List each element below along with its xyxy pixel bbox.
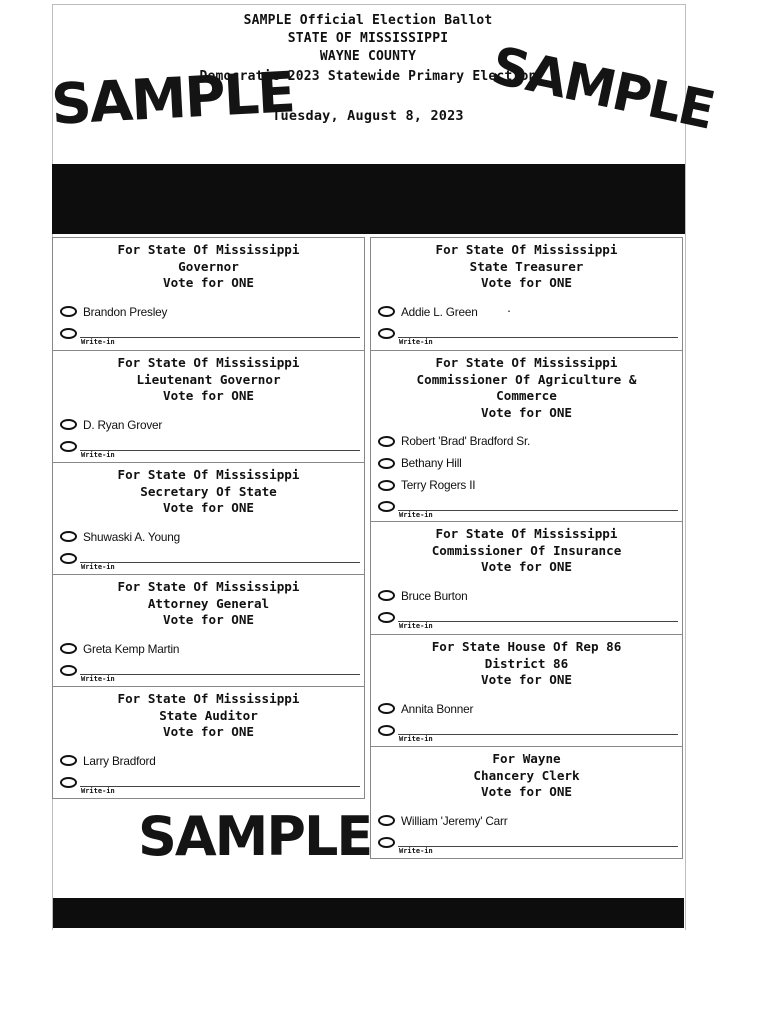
vote-instruction: Vote for ONE	[481, 559, 572, 574]
election-date: Tuesday, August 8, 2023	[272, 108, 464, 124]
vote-instruction: Vote for ONE	[163, 500, 254, 515]
candidate-name: Addie L. Green	[401, 304, 478, 319]
vote-instruction: Vote for ONE	[163, 388, 254, 403]
contest-title-line: Secretary Of State	[140, 483, 277, 499]
write-in-line[interactable]	[80, 337, 360, 338]
contest-title-line: State Auditor	[159, 707, 258, 723]
write-in-line[interactable]	[80, 450, 360, 451]
write-in-line[interactable]	[80, 786, 360, 787]
contest-title	[53, 575, 364, 629]
vote-instruction: Vote for ONE	[163, 724, 254, 739]
ballot-title: SAMPLE Official Election Ballot	[243, 13, 493, 28]
write-in-line[interactable]	[80, 562, 360, 563]
vote-oval[interactable]	[378, 436, 395, 447]
write-in-option[interactable]	[371, 834, 682, 856]
contest-title-line: For State Of Mississippi	[435, 242, 618, 257]
candidate-name: Shuwaski A. Young	[83, 529, 180, 544]
right-contest-column	[370, 238, 683, 859]
contest-title-line: For State Of Mississippi	[117, 355, 300, 370]
write-in-oval[interactable]	[60, 553, 77, 564]
vote-oval[interactable]	[378, 590, 395, 601]
stray-mark: .	[506, 304, 513, 315]
contest-title	[371, 351, 682, 421]
write-in-option[interactable]	[371, 325, 682, 347]
candidate-option-robert-brad-bradford-sr[interactable]	[371, 430, 682, 452]
write-in-line[interactable]	[398, 510, 678, 511]
write-in-oval[interactable]	[378, 501, 395, 512]
contest-title-line: Commissioner Of Insurance	[431, 542, 622, 558]
candidate-list	[53, 517, 364, 548]
contest-title	[371, 522, 682, 576]
county-name: WAYNE COUNTY	[319, 49, 417, 64]
candidate-name: Brandon Presley	[83, 304, 168, 319]
vote-oval[interactable]	[378, 703, 395, 714]
candidate-list	[371, 292, 682, 323]
contest-title-line: For State Of Mississippi	[435, 526, 618, 541]
contest-title-line: Commissioner Of Agriculture &	[416, 371, 637, 387]
contest-title	[53, 463, 364, 517]
candidate-name: Robert 'Brad' Bradford Sr.	[401, 434, 531, 448]
vote-oval[interactable]	[378, 306, 395, 317]
write-in-label: Write-in	[399, 621, 433, 630]
contest-title-line: State Treasurer	[469, 258, 584, 274]
candidate-name: Annita Bonner	[401, 701, 474, 716]
candidate-option-addie-l-green[interactable]	[371, 301, 682, 323]
candidate-list	[53, 629, 364, 660]
write-in-line[interactable]	[398, 621, 678, 622]
candidate-list	[371, 576, 682, 607]
candidate-list	[371, 421, 682, 496]
candidate-option-bruce-burton[interactable]	[371, 585, 682, 607]
contest-title	[371, 238, 682, 292]
candidate-option-d-ryan-grover[interactable]	[53, 414, 364, 436]
sample-watermark-right: SAMPLE	[486, 36, 719, 142]
write-in-oval[interactable]	[60, 328, 77, 339]
candidate-list	[53, 405, 364, 436]
contest-title-line: For State Of Mississippi	[117, 242, 300, 257]
contest-title-line: For State Of Mississippi	[117, 691, 300, 706]
contest-title	[53, 687, 364, 741]
write-in-option[interactable]	[53, 550, 364, 572]
write-in-option[interactable]	[371, 609, 682, 631]
contest-title	[53, 238, 364, 292]
contest-box	[52, 350, 365, 463]
candidate-option-larry-bradford[interactable]	[53, 750, 364, 772]
write-in-option[interactable]	[53, 662, 364, 684]
contest-title	[371, 747, 682, 801]
contest-box	[370, 521, 683, 635]
contest-title-line: Attorney General	[147, 595, 270, 611]
write-in-oval[interactable]	[378, 837, 395, 848]
candidate-option-william-jeremy-carr[interactable]	[371, 810, 682, 832]
contest-title	[53, 351, 364, 405]
vote-oval[interactable]	[60, 419, 77, 430]
write-in-option[interactable]	[53, 774, 364, 796]
contest-box	[370, 237, 683, 351]
state-name: STATE OF MISSISSIPPI	[287, 31, 449, 46]
write-in-oval[interactable]	[60, 665, 77, 676]
candidate-name: Greta Kemp Martin	[83, 641, 180, 656]
contest-title-line: For State Of Mississippi	[117, 467, 300, 482]
contest-box	[52, 462, 365, 575]
candidate-name: Bethany Hill	[401, 456, 462, 470]
write-in-oval[interactable]	[378, 725, 395, 736]
contest-box	[370, 746, 683, 859]
write-in-option[interactable]	[371, 722, 682, 744]
contest-title-line: Governor	[178, 258, 239, 274]
candidate-name: D. Ryan Grover	[83, 417, 163, 432]
contest-title-line: For State Of Mississippi	[435, 355, 618, 370]
vote-instruction: Vote for ONE	[163, 612, 254, 627]
write-in-line[interactable]	[398, 846, 678, 847]
candidate-list	[53, 292, 364, 323]
write-in-label: Write-in	[399, 846, 433, 855]
candidate-option-brandon-presley[interactable]	[53, 301, 364, 323]
sample-watermark-left: SAMPLE	[49, 60, 296, 138]
candidate-option-bethany-hill[interactable]	[371, 452, 682, 474]
vote-instruction: Vote for ONE	[481, 784, 572, 799]
write-in-label: Write-in	[399, 337, 433, 346]
contest-title-line: Chancery Clerk	[473, 767, 580, 783]
contest-title-line: For State House Of Rep 86	[431, 639, 622, 654]
sample-watermark-bottom: SAMPLE	[138, 805, 372, 868]
vote-oval[interactable]	[60, 306, 77, 317]
candidate-name: Bruce Burton	[401, 588, 468, 603]
vote-instruction: Vote for ONE	[481, 672, 572, 687]
write-in-line[interactable]	[80, 674, 360, 675]
write-in-oval[interactable]	[60, 441, 77, 452]
vote-oval[interactable]	[378, 815, 395, 826]
vote-oval[interactable]	[60, 531, 77, 542]
contest-title	[371, 635, 682, 689]
write-in-label: Write-in	[81, 674, 115, 683]
candidate-option-terry-rogers-ii[interactable]	[371, 474, 682, 496]
candidate-option-greta-kemp-martin[interactable]	[53, 638, 364, 660]
left-contest-column	[52, 238, 365, 799]
footer-black-bar	[53, 898, 684, 928]
write-in-option[interactable]	[53, 325, 364, 347]
candidate-name: Terry Rogers II	[401, 478, 476, 492]
vote-oval[interactable]	[60, 755, 77, 766]
write-in-label: Write-in	[81, 450, 115, 459]
write-in-label: Write-in	[81, 562, 115, 571]
write-in-line[interactable]	[398, 734, 678, 735]
contest-box	[370, 634, 683, 747]
contest-title-line: For Wayne	[492, 751, 561, 766]
candidate-list	[53, 741, 364, 772]
election-name: Democratic 2023 Statewide Primary Election	[199, 69, 537, 84]
vote-instruction: Vote for ONE	[481, 404, 572, 420]
contest-title-line: Lieutenant Governor	[136, 371, 281, 387]
vote-instruction: Vote for ONE	[481, 275, 572, 290]
contest-title-line: For State Of Mississippi	[117, 579, 300, 594]
vote-oval[interactable]	[60, 643, 77, 654]
candidate-name: William 'Jeremy' Carr	[401, 813, 508, 828]
write-in-label: Write-in	[399, 511, 433, 519]
contest-box	[52, 686, 365, 799]
vote-oval[interactable]	[378, 480, 395, 491]
candidate-list	[371, 801, 682, 832]
contest-title-line: Commerce	[496, 388, 557, 403]
candidate-option-shuwaski-a-young[interactable]	[53, 526, 364, 548]
candidate-name: Larry Bradford	[83, 753, 156, 768]
write-in-option[interactable]	[371, 498, 682, 520]
contest-box	[52, 574, 365, 687]
contest-title-line: District 86	[484, 655, 569, 671]
write-in-oval[interactable]	[60, 777, 77, 788]
write-in-label: Write-in	[399, 734, 433, 743]
write-in-label: Write-in	[81, 337, 115, 346]
contest-box	[370, 350, 683, 522]
vote-oval[interactable]	[378, 458, 395, 469]
write-in-oval[interactable]	[378, 612, 395, 623]
write-in-label: Write-in	[81, 786, 115, 795]
header-black-bar	[52, 164, 685, 234]
vote-instruction: Vote for ONE	[163, 275, 254, 290]
write-in-option[interactable]	[53, 438, 364, 460]
write-in-line[interactable]	[398, 337, 678, 338]
candidate-list	[371, 689, 682, 720]
write-in-oval[interactable]	[378, 328, 395, 339]
candidate-option-annita-bonner[interactable]	[371, 698, 682, 720]
contest-box	[52, 237, 365, 351]
